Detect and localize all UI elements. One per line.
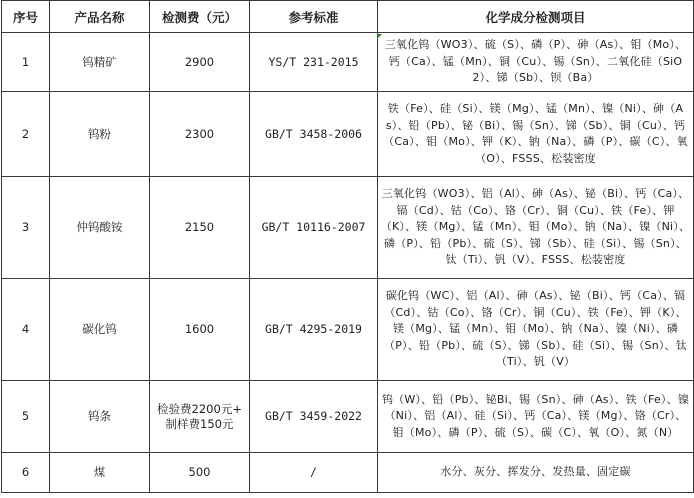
fee-sample-prep-line: 制样费150元 <box>165 416 234 431</box>
cell-fee: 2150 <box>150 177 250 279</box>
testing-fee-table <box>1 0 694 493</box>
cell-seq: 4 <box>2 279 50 381</box>
cell-fee: 2300 <box>150 92 250 177</box>
cell-seq: 1 <box>2 33 50 92</box>
cell-product: 仲钨酸铵 <box>50 177 150 279</box>
cell-standard: YS/T 231-2015 <box>250 33 378 92</box>
cell-fee: 500 <box>150 453 250 493</box>
cell-items: 水分、灰分、挥发分、发热量、固定碳 <box>378 453 694 493</box>
table-row <box>2 453 694 493</box>
table-row <box>2 33 694 92</box>
cell-product: 钨条 <box>50 381 150 453</box>
cell-seq: 3 <box>2 177 50 279</box>
header-seq: 序号 <box>2 1 50 33</box>
cell-product: 煤 <box>50 453 150 493</box>
cell-standard: GB/T 3459-2022 <box>250 381 378 453</box>
cell-product: 碳化钨 <box>50 279 150 381</box>
cell-standard: / <box>250 453 378 493</box>
table-row <box>2 177 694 279</box>
cell-items: 三氧化钨（WO3）、硫（S）、磷（P）、砷（As）、钼（Mo）、钙（Ca）、锰（Mn）、铜（Cu）、锡（Sn）、二氧化硅（SiO2）、锑（Sb）、钡（Ba） <box>378 33 694 92</box>
cell-fee: 1600 <box>150 279 250 381</box>
cell-items: 三氧化钨（WO3）、铝（Al）、砷（As）、铋（Bi）、钙（Ca）、镉（Cd）、钴（Co）、铬（Cr）、铜（Cu）、铁（Fe）、钾（K）、镁（Mg）、锰（Mn）、钼（Mo）、钠（Na）、镍（Ni）、磷（P）、铅（Pb）、硫（S）、锑（Sb）、硅（Si）、锡（Sn）、钛（Ti）、钒（V）、FSSS、松装密度 <box>378 177 694 279</box>
header-product: 产品名称 <box>50 1 150 33</box>
header-row <box>2 1 694 33</box>
header-fee: 检测费（元） <box>150 1 250 33</box>
header-standard: 参考标准 <box>250 1 378 33</box>
cell-comment-indicator <box>377 34 382 39</box>
cell-fee <box>150 381 250 453</box>
cell-items: 铁（Fe）、硅（Si）、镁（Mg）、锰（Mn）、镍（Ni）、砷（As）、铅（Pb）、铋（Bi）、锡（Sn）、锑（Sb）、铜（Cu）、钙（Ca）、钼（Mo）、钾（K）、钠（Na）、磷（P）、碳（C）、氧（O）、FSSS、松装密度 <box>378 92 694 177</box>
cell-seq: 6 <box>2 453 50 493</box>
cell-product: 钨精矿 <box>50 33 150 92</box>
cell-items: 碳化钨（WC）、铝（Al）、砷（As）、铋（Bi）、钙（Ca）、镉（Cd）、钴（Co）、铬（Cr）、铜（Cu）、铁（Fe）、钾（K）、镁（Mg）、锰（Mn）、钼（Mo）、钠（Na）、镍（Ni）、磷（P）、铅（Pb）、硫（S）、锑（Sb）、硅（Si）、锡（Sn）、钛（Ti）、钒（V） <box>378 279 694 381</box>
cell-seq: 2 <box>2 92 50 177</box>
header-items: 化学成分检测项目 <box>378 1 694 33</box>
cell-product: 钨粉 <box>50 92 150 177</box>
table-row <box>2 92 694 177</box>
cell-items: 钨（W）、铅（Pb）、铋Bi、锡（Sn）、砷（As）、铁（Fe）、镍（Ni）、铝（Al）、硅（Si）、钙（Ca）、镁（Mg）、铬（Cr）、钼（Mo）、磷（P）、硫（S）、碳（C）、氧（O）、氮（N） <box>378 381 694 453</box>
cell-standard: GB/T 10116-2007 <box>250 177 378 279</box>
cell-standard: GB/T 3458-2006 <box>250 92 378 177</box>
cell-seq: 5 <box>2 381 50 453</box>
table-row <box>2 381 694 453</box>
fee-inspection-line: 检验费2200元+ <box>157 401 242 416</box>
table-row <box>2 279 694 381</box>
cell-fee: 2900 <box>150 33 250 92</box>
cell-standard: GB/T 4295-2019 <box>250 279 378 381</box>
